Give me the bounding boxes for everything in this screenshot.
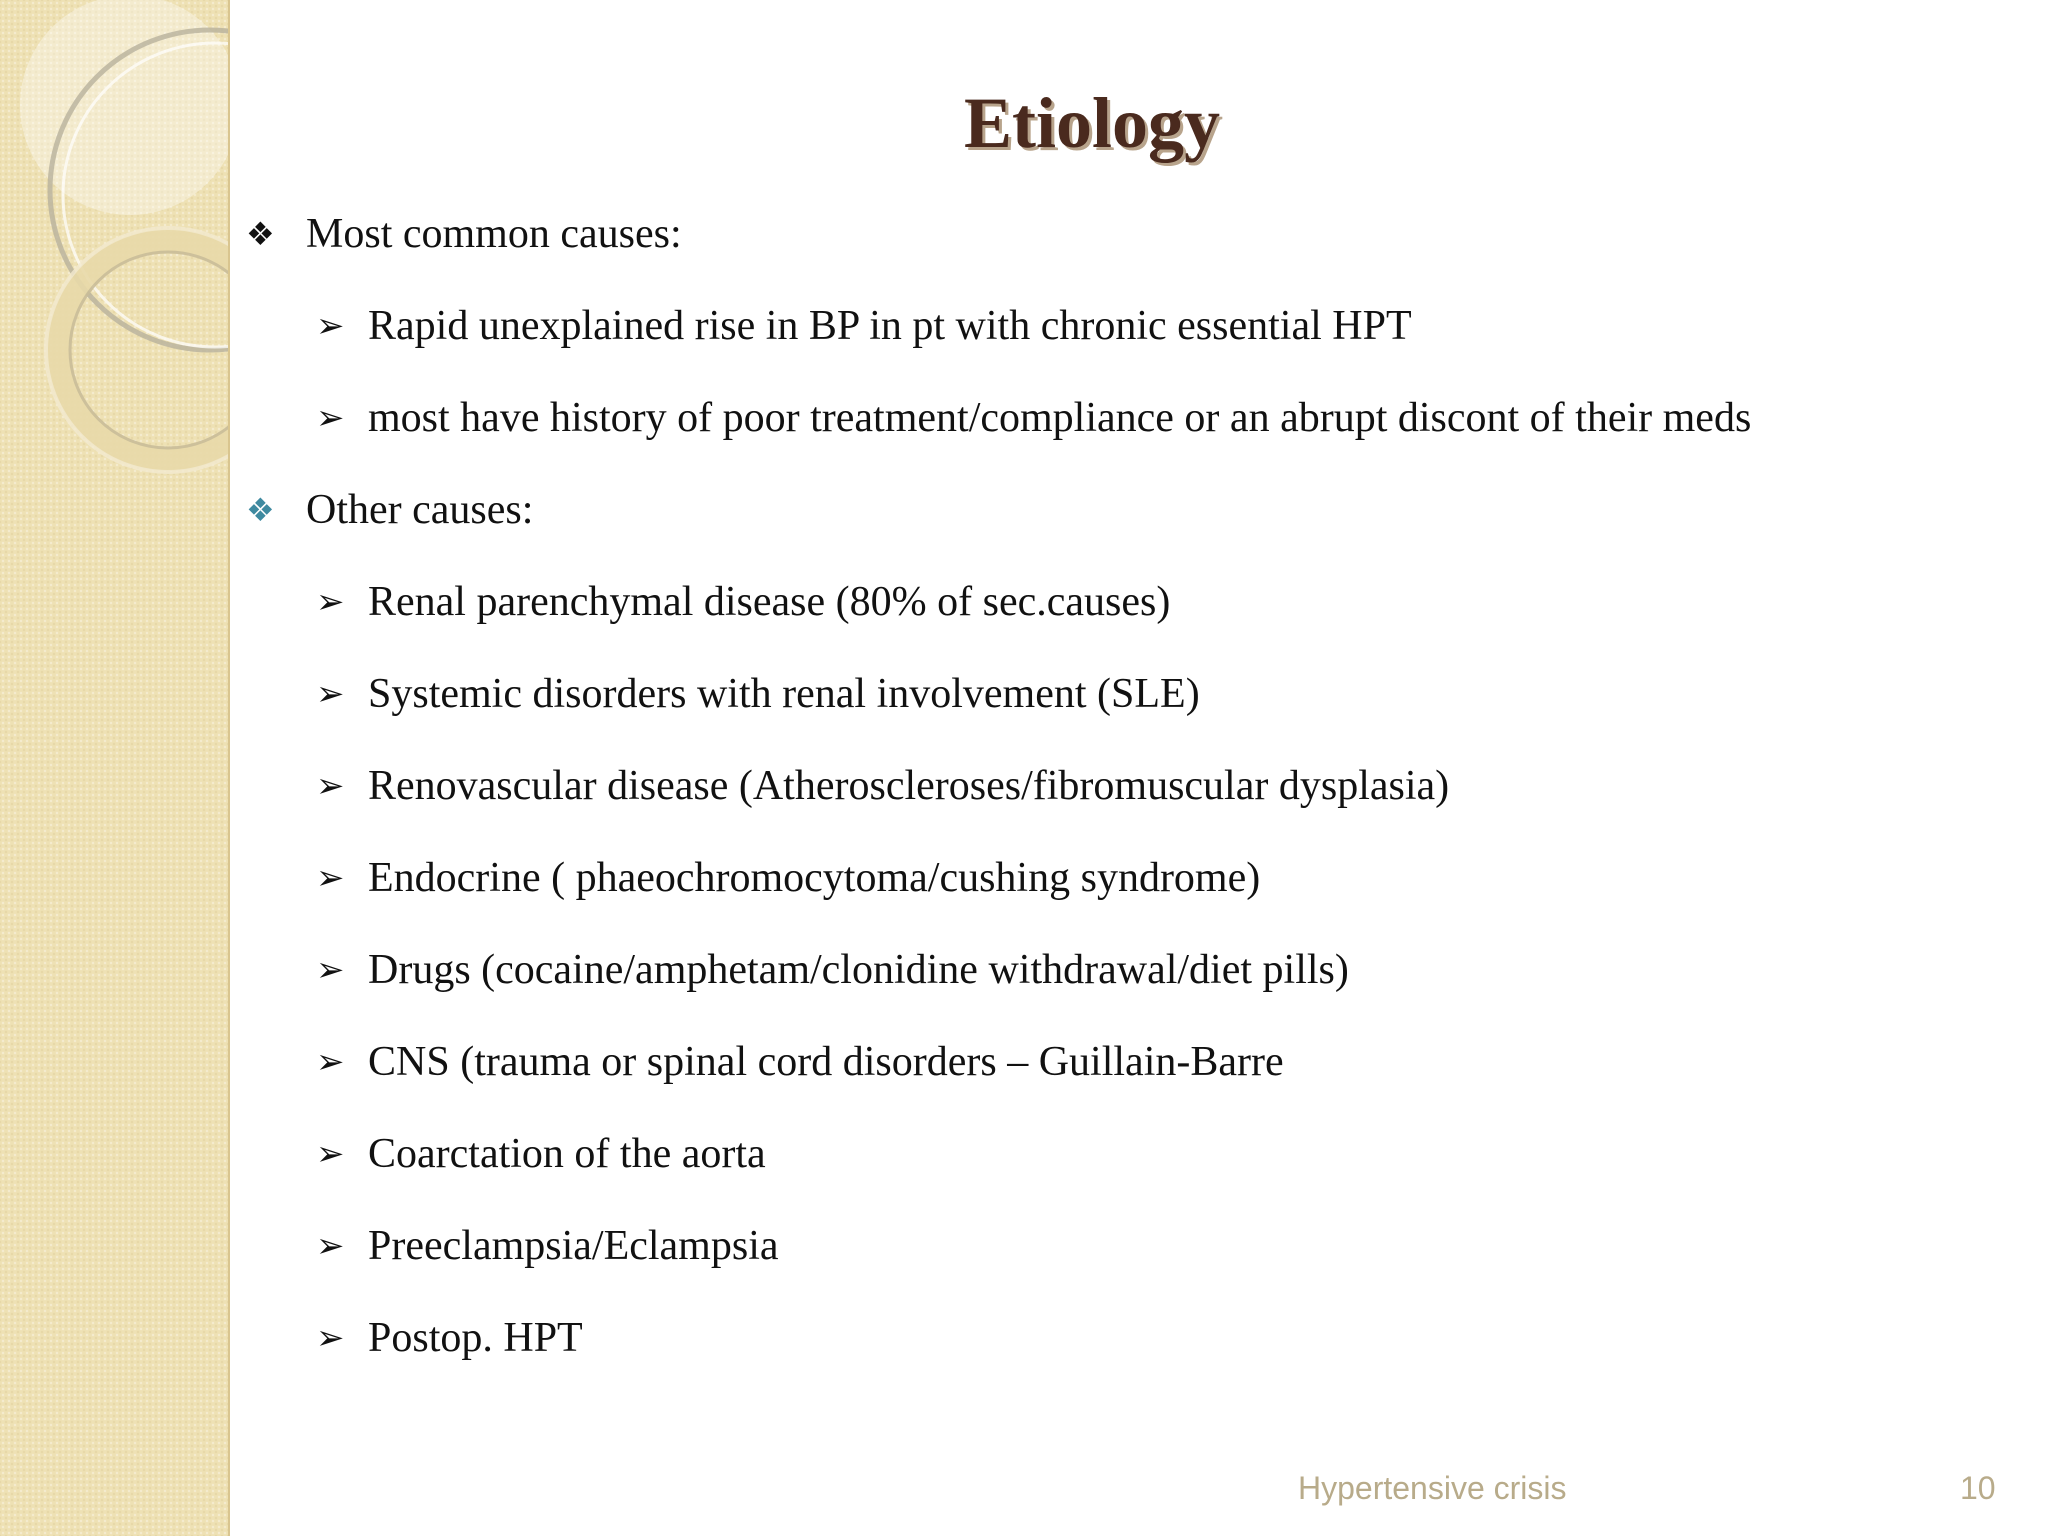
arrowhead-bullet-icon: ➢ [316, 582, 345, 622]
list-item: Preeclampsia/Eclampsia [368, 1223, 779, 1269]
decorative-rings-icon [0, 0, 228, 520]
arrowhead-bullet-icon: ➢ [316, 1318, 345, 1358]
arrowhead-bullet-icon: ➢ [316, 1226, 345, 1266]
list-item: Endocrine ( phaeochromocytoma/cushing syndrome) [368, 855, 1261, 901]
four-diamond-bullet-icon: ❖ [246, 492, 275, 528]
list-item: Drugs (cocaine/amphetam/clonidine withdrawal/diet pills) [368, 947, 1349, 993]
arrowhead-bullet-icon: ➢ [316, 858, 345, 898]
list-item: Coarctation of the aorta [368, 1131, 766, 1177]
arrowhead-bullet-icon: ➢ [316, 766, 345, 806]
arrowhead-bullet-icon: ➢ [316, 674, 345, 714]
page-number: 10 [1960, 1470, 1996, 1506]
slide-title: Etiology [963, 83, 1220, 163]
section-heading: Other causes: [306, 487, 534, 533]
decorative-side-panel [0, 0, 230, 1536]
list-item: Rapid unexplained rise in BP in pt with chronic essential HPT [368, 303, 1412, 349]
list-item: Systemic disorders with renal involvement (SLE) [368, 671, 1200, 717]
list-item: Postop. HPT [368, 1315, 583, 1361]
four-diamond-bullet-icon: ❖ [246, 216, 275, 252]
list-item: Renovascular disease (Atheroscleroses/fibromuscular dysplasia) [368, 763, 1450, 809]
arrowhead-bullet-icon: ➢ [316, 1134, 345, 1174]
arrowhead-bullet-icon: ➢ [316, 306, 345, 346]
footer-label: Hypertensive crisis [1298, 1470, 1567, 1506]
arrowhead-bullet-icon: ➢ [316, 1042, 345, 1082]
list-item: CNS (trauma or spinal cord disorders – Guillain-Barre [368, 1039, 1284, 1085]
list-item: Renal parenchymal disease (80% of sec.causes) [368, 579, 1171, 625]
list-item: most have history of poor treatment/compliance or an abrupt discont of their meds [368, 395, 1752, 441]
arrowhead-bullet-icon: ➢ [316, 950, 345, 990]
arrowhead-bullet-icon: ➢ [316, 398, 345, 438]
section-heading: Most common causes: [306, 211, 682, 257]
